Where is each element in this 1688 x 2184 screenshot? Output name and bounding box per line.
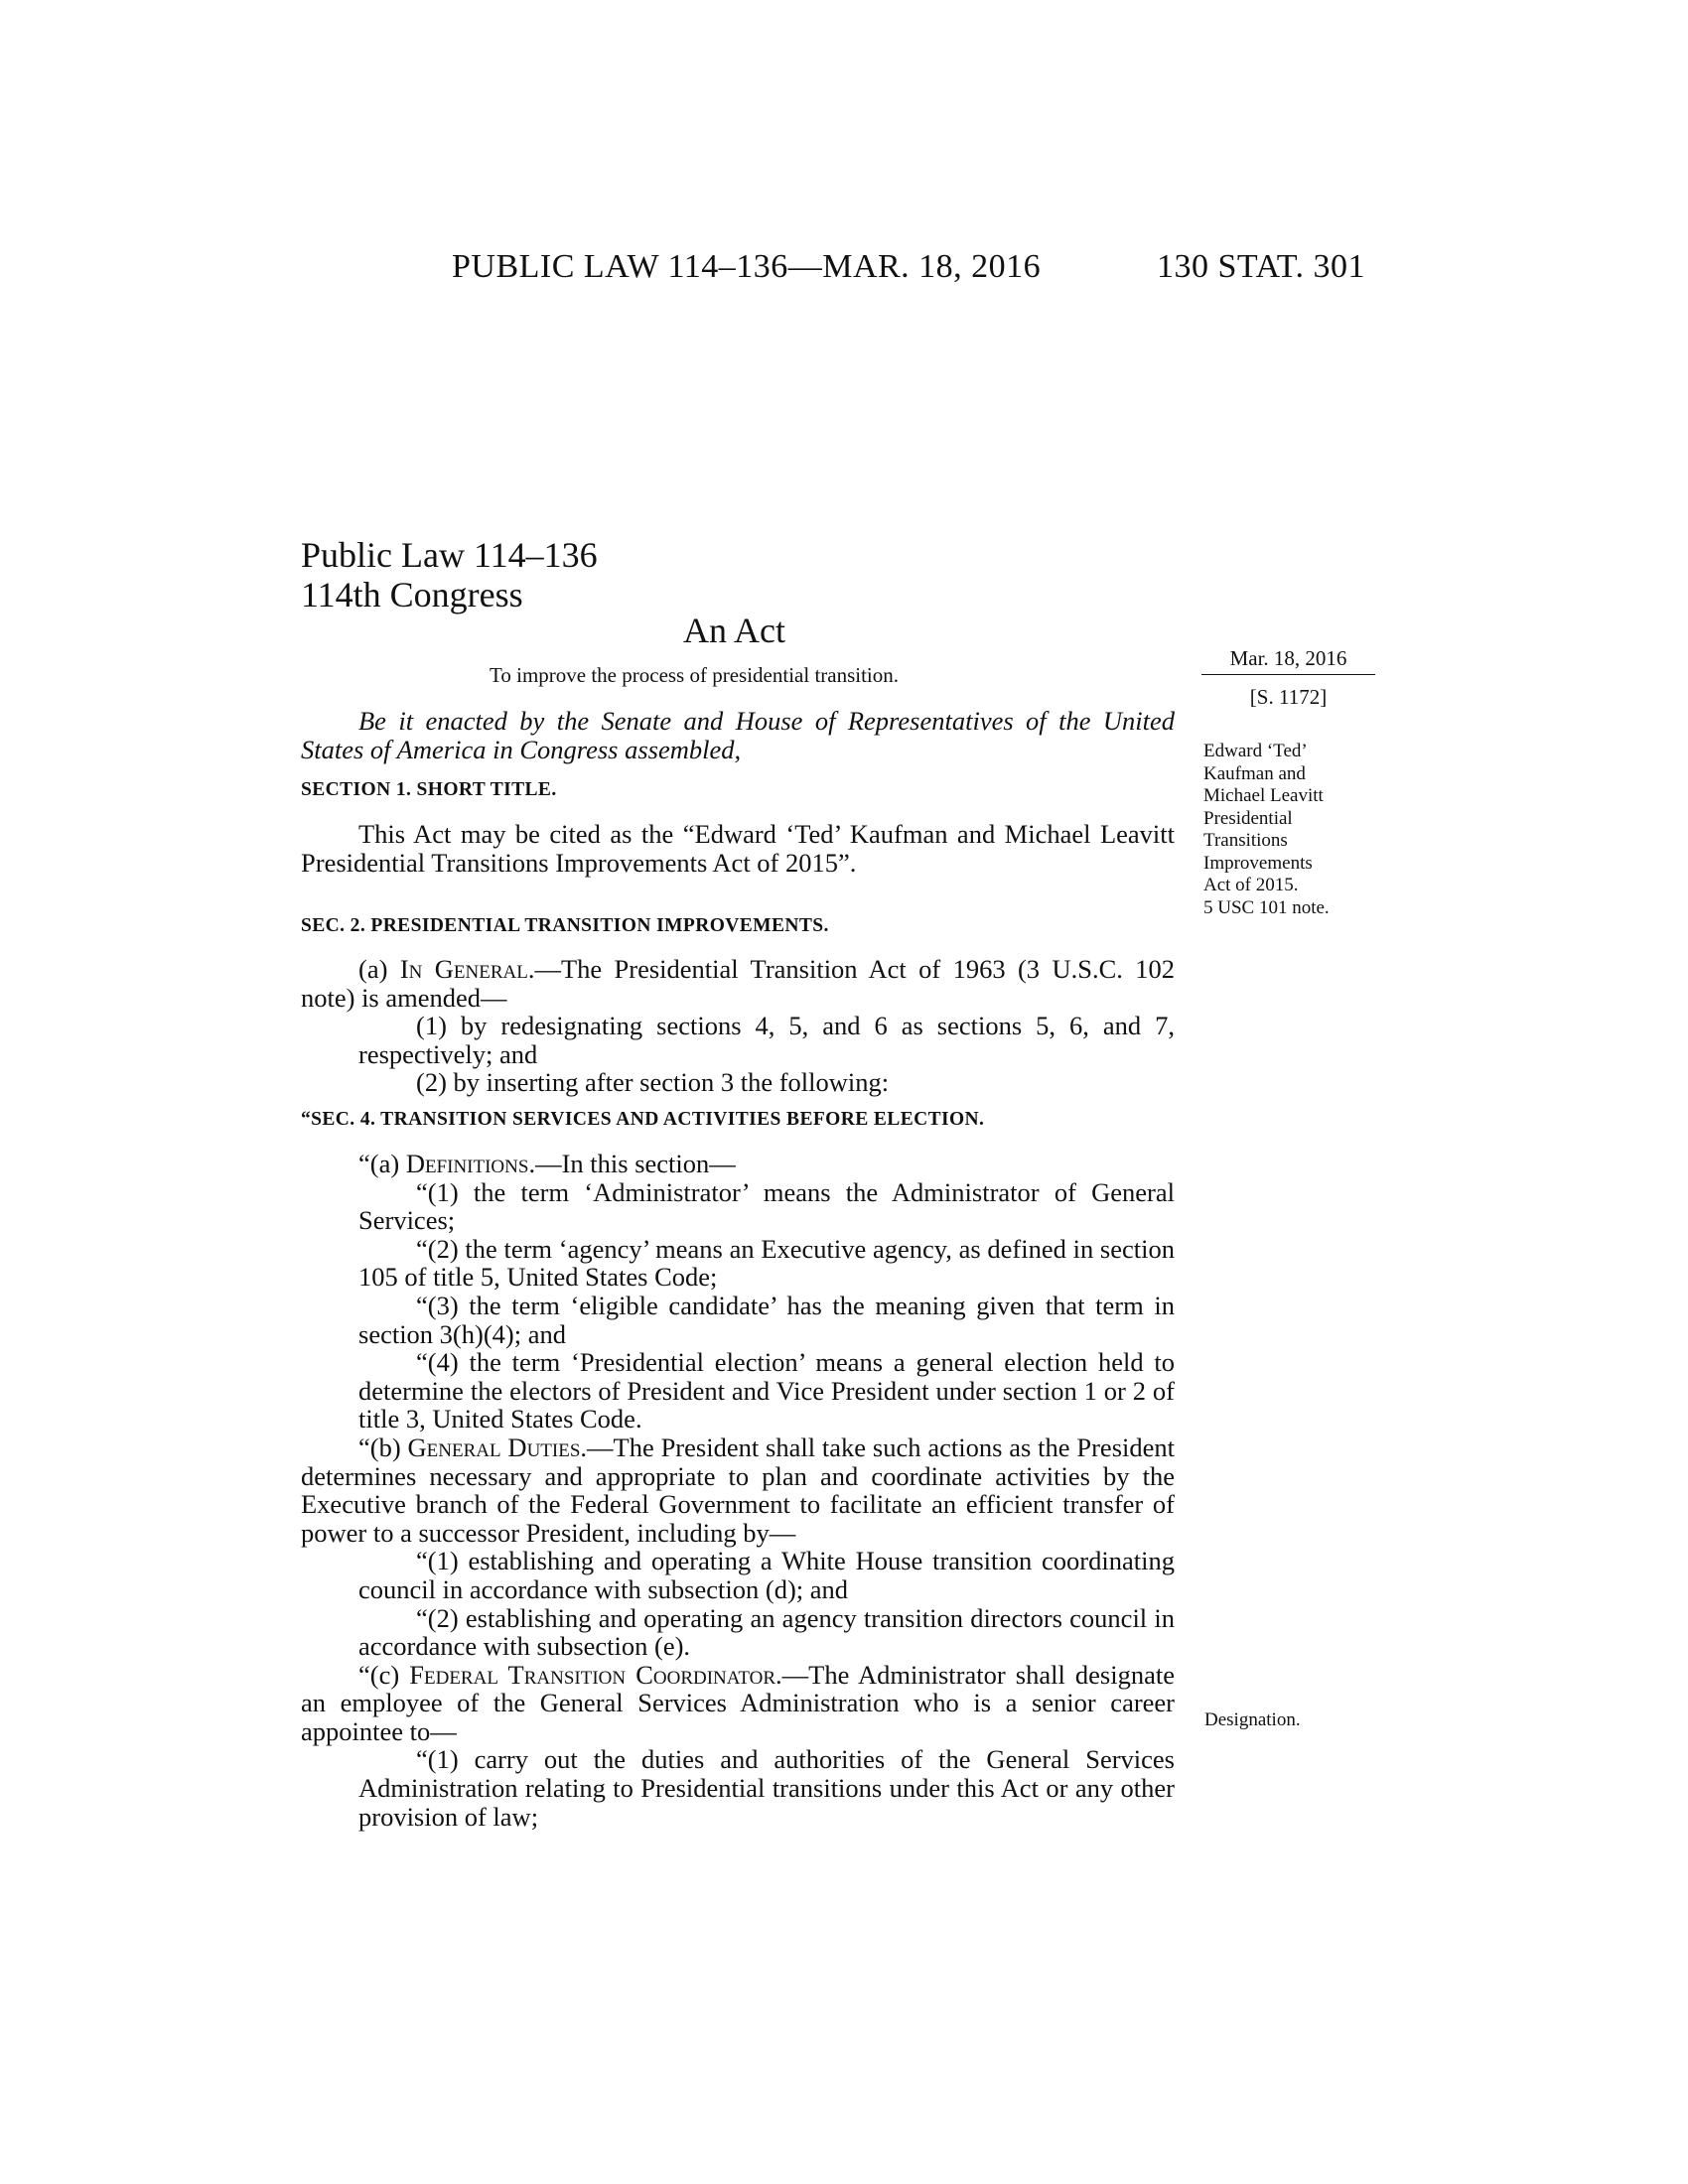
- section-4-c-paragraph-1: “(1) carry out the duties and authorities of the General Services Administration relating to Presidential transitions under this Act or any other provision of law;: [358, 1744, 1175, 1832]
- subsection-caption: Federal Transition Coordinator.: [409, 1659, 782, 1690]
- section-1-heading: SECTION 1. SHORT TITLE.: [301, 779, 557, 800]
- section-4-a-paragraph-3: “(3) the term ‘eligible candidate’ has the meaning given that term in section 3(h)(4); and: [358, 1290, 1175, 1349]
- section-2-a-paragraph-1: (1) by redesignating sections 4, 5, and 6 as sections 5, 6, and 7, respectively; and: [358, 1011, 1175, 1069]
- section-2: [301, 915, 1175, 937]
- section-4-a-paragraph-4: “(4) the term ‘Presidential election’ means a general election held to determine the electors of President and Vice President under section 1 or 2 of title 3, United States Code.: [358, 1347, 1175, 1434]
- section-1-text: This Act may be cited as the “Edward ‘Ted’ Kaufman and Michael Leavitt Presidential Transitions Improvements Act of 2015”.: [301, 819, 1175, 878]
- public-law-title: Public Law 114–136: [301, 535, 598, 575]
- section-4: [301, 1109, 1175, 1131]
- margin-date-note: Mar. 18, 2016: [1201, 646, 1375, 675]
- margin-short-title-note: Edward ‘Ted’ Kaufman and Michael Leavitt Presidential Transitions Improvements Act of 2015. 5 USC 101 note.: [1203, 741, 1330, 918]
- section-4-body: [301, 1150, 1175, 1831]
- enacting-clause: Be it enacted by the Senate and House of Representatives of the United States of America in Congress assembled,: [301, 706, 1175, 764]
- section-4-a-paragraph-2: “(2) the term ‘agency’ means an Executive agency, as defined in section 105 of title 5, United States Code;: [358, 1233, 1175, 1293]
- enacting-clause-block: [301, 707, 1175, 763]
- section-4-subsection-c: “(c) Federal Transition Coordinator.—The Administrator shall designate an employee of the General Services Administration who is a senior career appointee to—: [301, 1659, 1175, 1746]
- section-4-subsection-b: “(b) General Duties.—The President shall take such actions as the President determines necessary and appropriate to plan and coordinate activities by the Executive branch of the Federal Government to facilitate an efficient transfer of power to a successor President, including by—: [301, 1432, 1175, 1548]
- section-4-b-paragraph-1: “(1) establishing and operating a White House transition coordinating council in accordance with subsection (d); and: [358, 1546, 1175, 1604]
- section-2-subsection-a: (a) In General.—The Presidential Transition Act of 1963 (3 U.S.C. 102 note) is amended—: [301, 954, 1176, 1013]
- section-1-body: [301, 820, 1175, 877]
- section-4-subsection-a: “(a) Definitions.—In this section—: [358, 1149, 736, 1178]
- margin-bill-number: [S. 1172]: [1249, 685, 1328, 709]
- section-4-b-paragraph-2: “(2) establishing and operating an agency transition directors council in accordance with subsection (e).: [358, 1602, 1175, 1662]
- section-1: [301, 779, 1175, 801]
- act-heading: An Act: [683, 611, 785, 650]
- subsection-caption: In General.: [399, 954, 535, 984]
- section-4-heading: “SEC. 4. TRANSITION SERVICES AND ACTIVITIES BEFORE ELECTION.: [301, 1109, 985, 1130]
- section-4-a-paragraph-1: “(1) the term ‘Administrator’ means the Administrator of General Services;: [358, 1176, 1175, 1236]
- running-header-left: PUBLIC LAW 114–136—MAR. 18, 2016: [452, 248, 1042, 285]
- section-2-heading: SEC. 2. PRESIDENTIAL TRANSITION IMPROVEMENTS.: [301, 915, 829, 936]
- subsection-caption: General Duties.: [407, 1432, 588, 1462]
- running-header-page-ref: 130 STAT. 301: [1157, 248, 1365, 285]
- act-purpose: To improve the process of presidential transition.: [490, 663, 900, 687]
- section-2-a-paragraph-2: (2) by inserting after section 3 the following:: [416, 1067, 890, 1098]
- margin-designation-note: Designation.: [1204, 1709, 1301, 1730]
- section-2-body: [301, 955, 1175, 1097]
- congress-label: 114th Congress: [301, 575, 523, 614]
- subsection-caption: Definitions.: [405, 1149, 536, 1178]
